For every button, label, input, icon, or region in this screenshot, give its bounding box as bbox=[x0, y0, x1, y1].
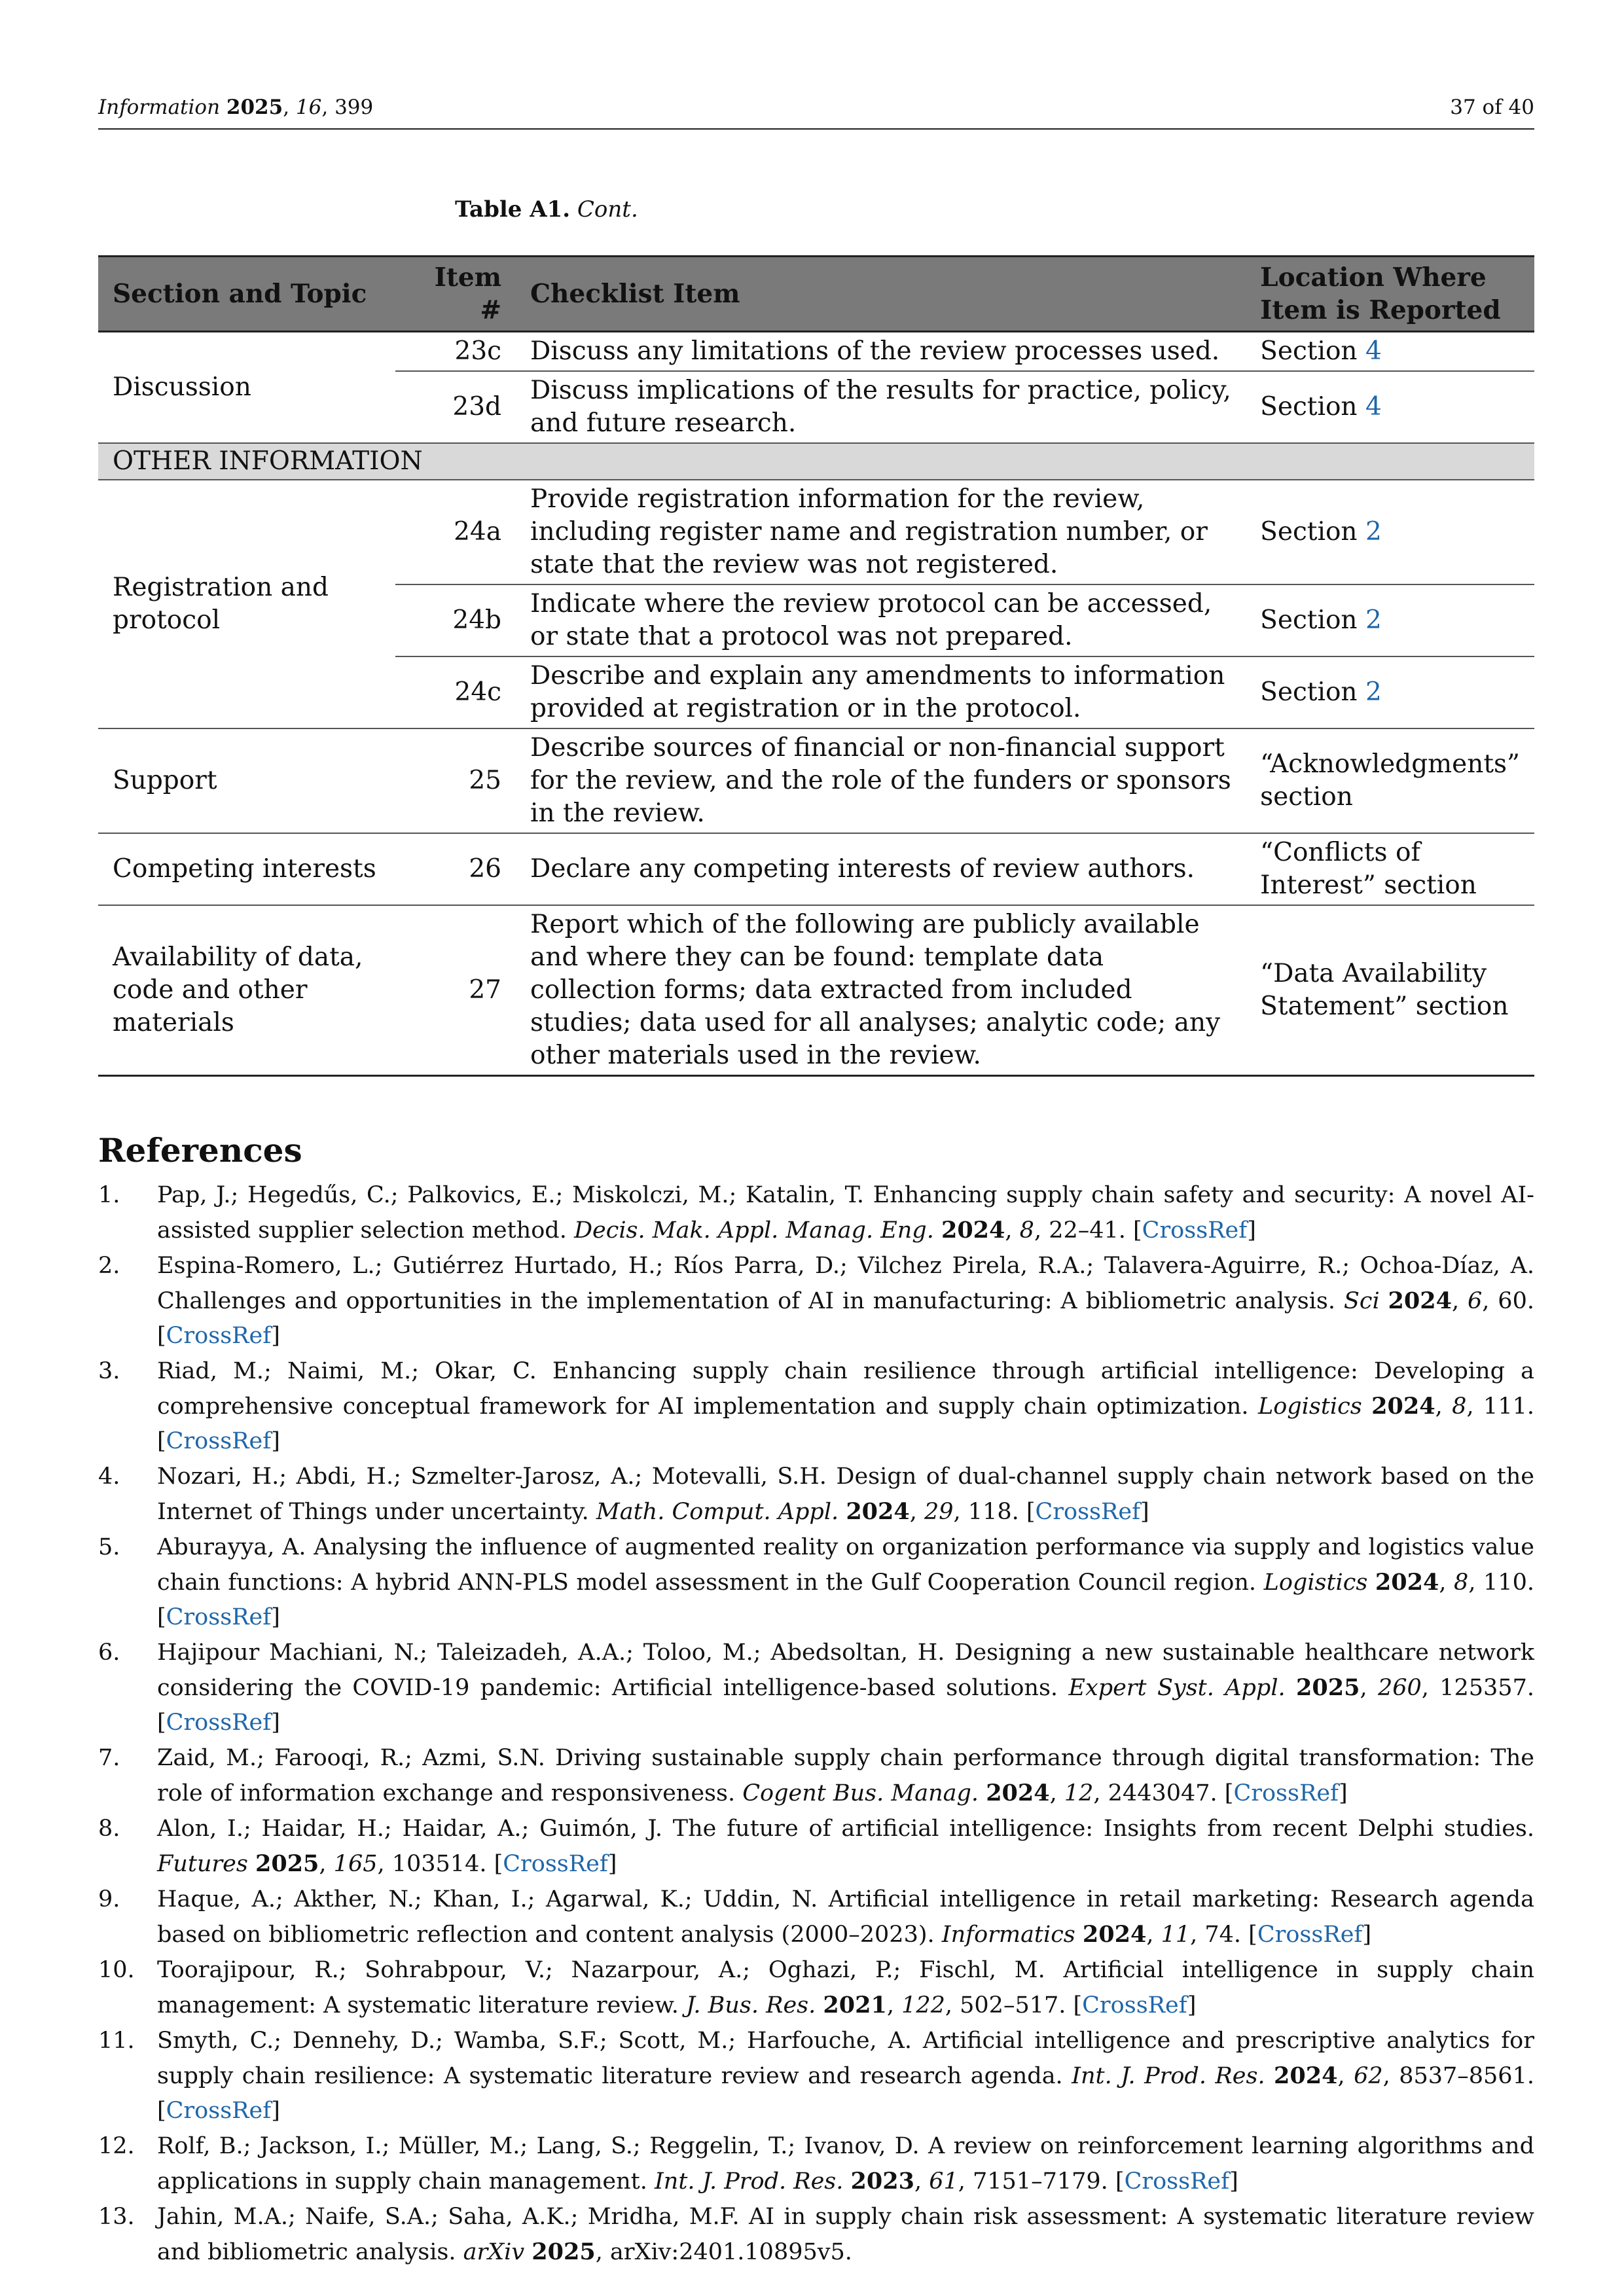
reference-number: 12. bbox=[98, 2133, 135, 2159]
table-row bbox=[98, 480, 1534, 584]
reference-volume: 11 bbox=[1161, 1922, 1191, 1948]
reference-number: 11. bbox=[98, 2028, 135, 2054]
reference-pages: , 74. [ bbox=[1190, 1922, 1257, 1948]
location-cell bbox=[1246, 480, 1534, 584]
section-link[interactable]: 4 bbox=[1365, 336, 1382, 366]
caption-cont: Cont. bbox=[577, 196, 638, 223]
reference-authors-title: Zaid, M.; Farooqi, R.; Azmi, S.N. Driving sustainable supply chain performance through digital transformation: The role of information exchange and responsiveness. bbox=[157, 1745, 1534, 1806]
crossref-link[interactable]: CrossRef bbox=[166, 1323, 272, 1349]
reference-volume: 8 bbox=[1454, 1570, 1469, 1596]
reference-journal: Expert Syst. Appl. bbox=[1068, 1675, 1286, 1701]
reference-bracket: ] bbox=[1229, 2168, 1238, 2195]
item-number: 23d bbox=[395, 371, 516, 443]
reference-pages: , 502–517. [ bbox=[945, 1992, 1083, 2018]
location-prefix: Section bbox=[1260, 517, 1358, 547]
reference-journal: Int. J. Prod. Res. bbox=[654, 2168, 844, 2195]
reference-volume: 165 bbox=[333, 1851, 378, 1877]
location-prefix: Section bbox=[1260, 677, 1358, 707]
reference-volume: 8 bbox=[1019, 1217, 1034, 1244]
reference-pages: , 125357. [ bbox=[157, 1675, 1534, 1736]
reference-number: 2. bbox=[98, 1253, 120, 1279]
table-row bbox=[98, 905, 1534, 1076]
reference-year: 2023 bbox=[850, 2168, 914, 2195]
reference-item bbox=[98, 2200, 1534, 2270]
location-cell: “Data Availability Statement” section bbox=[1246, 905, 1534, 1076]
reference-year: 2024 bbox=[1274, 2062, 1338, 2089]
reference-volume: 29 bbox=[924, 1499, 954, 1525]
reference-bracket: ] bbox=[271, 1710, 280, 1736]
section-discussion: Discussion bbox=[113, 372, 251, 402]
reference-pages: , 118. [ bbox=[953, 1499, 1036, 1525]
reference-volume: 62 bbox=[1354, 2063, 1383, 2089]
reference-bracket: ] bbox=[1362, 1922, 1372, 1948]
reference-pages: , 60. [ bbox=[157, 1288, 1534, 1349]
reference-pages: , 2443047. [ bbox=[1093, 1780, 1234, 1806]
location-prefix: Section bbox=[1260, 605, 1358, 635]
reference-year: 2024 bbox=[1082, 1921, 1147, 1948]
location-prefix: Section bbox=[1260, 336, 1358, 366]
reference-volume: 260 bbox=[1377, 1675, 1422, 1701]
reference-bracket: ] bbox=[271, 2098, 280, 2124]
reference-bracket: ] bbox=[607, 1851, 617, 1877]
checklist-text: Provide registration information for the review, including register name and registration number, or state that the review was not registered. bbox=[516, 480, 1246, 584]
header-item: Item # bbox=[395, 257, 516, 332]
reference-authors-title: Hajipour Machiani, N.; Taleizadeh, A.A.; Toloo, M.; Abedsoltan, H. Designing a new sustainable healthcare network considering the COVID-19 pandemic: Artificial intelligence-based solutions. bbox=[157, 1640, 1534, 1701]
reference-bracket: ] bbox=[271, 1428, 280, 1454]
other-information-band: OTHER INFORMATION bbox=[98, 443, 1534, 480]
reference-item: 5. Aburayya, A. Analysing the influence of augmented reality on organization performance via supply and logistics value chain functions: A hybrid ANN-PLS model assessment in the Gulf Cooperation Council region. Logistics 2024, 8, 110. [CrossRef] bbox=[98, 1530, 1534, 1635]
caption-label: Table A1. bbox=[455, 196, 571, 223]
reference-journal: Informatics bbox=[941, 1922, 1075, 1948]
reference-item: 4. Nozari, H.; Abdi, H.; Szmelter-Jarosz, A.; Motevalli, S.H. Design of dual-channel supply chain network based on the Internet of Things under uncertainty. Math. Comput. Appl. 2024, 29, 118. [CrossRef] bbox=[98, 1460, 1534, 1530]
reference-number: 6. bbox=[98, 1640, 120, 1666]
reference-authors-title: Alon, I.; Haidar, H.; Haidar, A.; Guimón, J. The future of artificial intelligence: Insights from recent Delphi studies. bbox=[157, 1816, 1534, 1842]
reference-year: 2025 bbox=[255, 1850, 319, 1877]
header-checklist: Checklist Item bbox=[516, 257, 1246, 332]
page-header bbox=[98, 96, 1534, 130]
reference-pages: , 111. [ bbox=[157, 1393, 1534, 1454]
reference-bracket: ] bbox=[271, 1604, 280, 1630]
reference-bracket: ] bbox=[1187, 1992, 1197, 2018]
crossref-link[interactable]: CrossRef bbox=[166, 1604, 272, 1630]
table-header-row bbox=[98, 257, 1534, 332]
reference-number: 4. bbox=[98, 1463, 120, 1490]
reference-journal: arXiv bbox=[463, 2239, 525, 2265]
reference-pages: , 8537–8561. [ bbox=[157, 2063, 1534, 2124]
reference-authors-title: Pap, J.; Hegedűs, C.; Palkovics, E.; Miskolczi, M.; Katalin, T. Enhancing supply chain safety and security: A novel AI-assisted supplier selection method. bbox=[157, 1182, 1534, 1244]
reference-journal: Int. J. Prod. Res. bbox=[1072, 2063, 1265, 2089]
crossref-link[interactable]: CrossRef bbox=[166, 2098, 272, 2124]
item-number: 25 bbox=[395, 728, 516, 833]
reference-pages: , 103514. [ bbox=[377, 1851, 503, 1877]
reference-volume: 8 bbox=[1452, 1393, 1467, 1420]
crossref-link[interactable]: CrossRef bbox=[1257, 1922, 1363, 1948]
reference-pages: , 22–41. [ bbox=[1034, 1217, 1142, 1244]
location-cell: “Acknowledgments” section bbox=[1246, 728, 1534, 833]
article-number: , 399 bbox=[321, 96, 374, 119]
reference-year: 2025 bbox=[1296, 1674, 1360, 1701]
item-number: 24b bbox=[395, 584, 516, 656]
journal-year: 2025 bbox=[226, 96, 283, 119]
header-location: Location Where Item is Reported bbox=[1246, 257, 1534, 332]
crossref-link[interactable]: CrossRef bbox=[1035, 1499, 1141, 1525]
reference-journal: Logistics bbox=[1257, 1393, 1362, 1420]
checklist-table bbox=[98, 255, 1534, 1077]
location-cell bbox=[1246, 584, 1534, 656]
reference-item: 9. Haque, A.; Akther, N.; Khan, I.; Agarwal, K.; Uddin, N. Artificial intelligence in retail marketing: Research agenda based on bibliometric reflection and content analysis (2000–2023). Informatics 2024, 11, 74. [CrossRef] bbox=[98, 1882, 1534, 1952]
reference-item: 7. Zaid, M.; Farooqi, R.; Azmi, S.N. Driving sustainable supply chain performance through digital transformation: The role of information exchange and responsiveness. Cogent Bus. Manag. 2024, 12, 2443047. [CrossRef] bbox=[98, 1741, 1534, 1811]
item-number: 27 bbox=[395, 905, 516, 1076]
reference-year: 2024 bbox=[1371, 1393, 1435, 1420]
checklist-text: Declare any competing interests of review authors. bbox=[516, 833, 1246, 905]
section-link[interactable]: 4 bbox=[1365, 392, 1382, 422]
reference-journal: Logistics bbox=[1263, 1570, 1368, 1596]
reference-item: 10. Toorajipour, R.; Sohrabpour, V.; Nazarpour, A.; Oghazi, P.; Fischl, M. Artificial intelligence in supply chain management: A systematic literature review. J. Bus. Res. 2021, 122, 502–517. [CrossRef] bbox=[98, 1953, 1534, 2023]
reference-volume: 61 bbox=[929, 2168, 958, 2195]
reference-authors-title: Espina-Romero, L.; Gutiérrez Hurtado, H.; Ríos Parra, D.; Vilchez Pirela, R.A.; Talavera-Aguirre, R.; Ochoa-Díaz, A. Challenges and opportunities in the implementation of AI in manufacturing: A bibliometric analysis. bbox=[157, 1253, 1534, 1314]
crossref-link[interactable]: CrossRef bbox=[1124, 2168, 1230, 2195]
table-row bbox=[98, 833, 1534, 905]
reference-journal: Futures bbox=[157, 1851, 248, 1877]
reference-year: 2024 bbox=[986, 1780, 1050, 1806]
table-row bbox=[98, 332, 1534, 372]
reference-authors-title: Jahin, M.A.; Naife, S.A.; Saha, A.K.; Mridha, M.F. AI in supply chain risk assessment: A systematic literature review and bibliometric analysis. bbox=[157, 2204, 1534, 2265]
checklist-text: Describe sources of financial or non-financial support for the review, and the role of the funders or sponsors in the review. bbox=[516, 728, 1246, 833]
reference-volume: 12 bbox=[1064, 1780, 1094, 1806]
reference-number: 5. bbox=[98, 1534, 120, 1560]
reference-number: 9. bbox=[98, 1886, 120, 1912]
reference-number: 1. bbox=[98, 1182, 120, 1208]
reference-item: 6. Hajipour Machiani, N.; Taleizadeh, A.A.; Toloo, M.; Abedsoltan, H. Designing a new sustainable healthcare network considering the COVID-19 pandemic: Artificial intelligence-based solutions. Expert Syst. Appl. 2025, 260, 125357. [CrossRef] bbox=[98, 1636, 1534, 1740]
location-cell bbox=[1246, 371, 1534, 443]
crossref-link[interactable]: CrossRef bbox=[166, 1710, 272, 1736]
checklist-text: Discuss implications of the results for practice, policy, and future research. bbox=[516, 371, 1246, 443]
table-caption bbox=[455, 196, 638, 223]
crossref-link[interactable]: CrossRef bbox=[1082, 1992, 1187, 2018]
references-list bbox=[98, 1178, 1534, 2270]
reference-item: 1. Pap, J.; Hegedűs, C.; Palkovics, E.; Miskolczi, M.; Katalin, T. Enhancing supply chain safety and security: A novel AI-assisted supplier selection method. Decis. Mak. Appl. Manag. Eng. 2024, 8, 22–41. [CrossRef] bbox=[98, 1178, 1534, 1248]
journal-volume: 16 bbox=[295, 96, 322, 119]
reference-volume: 6 bbox=[1468, 1288, 1483, 1314]
reference-authors-title: Toorajipour, R.; Sohrabpour, V.; Nazarpour, A.; Oghazi, P.; Fischl, M. Artificial intelligence in supply chain management: A systematic literature review. bbox=[157, 1957, 1534, 2018]
section-support: Support bbox=[98, 728, 395, 833]
reference-authors-title: Rolf, B.; Jackson, I.; Müller, M.; Lang, S.; Reggelin, T.; Ivanov, D. A review on reinforcement learning algorithms and applications in supply chain management. bbox=[157, 2133, 1534, 2195]
reference-journal: Cogent Bus. Manag. bbox=[742, 1780, 979, 1806]
checklist-text: Discuss any limitations of the review processes used. bbox=[530, 336, 1220, 366]
reference-item: 2. Espina-Romero, L.; Gutiérrez Hurtado, H.; Ríos Parra, D.; Vilchez Pirela, R.A.; Talavera-Aguirre, R.; Ochoa-Díaz, A. Challenges and opportunities in the implementation of AI in manufacturing: A bibliometric analysis. Sci 2024, 6, 60. [CrossRef] bbox=[98, 1249, 1534, 1354]
reference-bracket: ] bbox=[1339, 1780, 1348, 1806]
reference-journal: Sci bbox=[1343, 1288, 1380, 1314]
reference-journal: Math. Comput. Appl. bbox=[596, 1499, 839, 1525]
section-registration: Registration and protocol bbox=[98, 480, 395, 728]
references-heading: References bbox=[98, 1131, 302, 1170]
table-band-row bbox=[98, 443, 1534, 480]
checklist-text: Indicate where the review protocol can be accessed, or state that a protocol was not prepared. bbox=[516, 584, 1246, 656]
crossref-link[interactable]: CrossRef bbox=[1233, 1780, 1339, 1806]
reference-year: 2024 bbox=[941, 1217, 1005, 1244]
item-number: 24c bbox=[395, 656, 516, 728]
reference-authors-title: Haque, A.; Akther, N.; Khan, I.; Agarwal, K.; Uddin, N. Artificial intelligence in retail marketing: Research agenda based on bibliometric reflection and content analysis (2000–2023). bbox=[157, 1886, 1534, 1948]
reference-bracket: ] bbox=[1140, 1499, 1149, 1525]
reference-item: 12. Rolf, B.; Jackson, I.; Müller, M.; Lang, S.; Reggelin, T.; Ivanov, D. A review on reinforcement learning algorithms and applications in supply chain management. Int. J. Prod. Res. 2023, 61, 7151–7179. [CrossRef] bbox=[98, 2129, 1534, 2199]
reference-item: 11. Smyth, C.; Dennehy, D.; Wamba, S.F.; Scott, M.; Harfouche, A. Artificial intelligence and prescriptive analytics for supply chain resilience: A systematic literature review and research agenda. Int. J. Prod. Res. 2024, 62, 8537–8561. [CrossRef] bbox=[98, 2024, 1534, 2128]
section-competing: Competing interests bbox=[98, 833, 395, 905]
location-cell: “Conflicts of Interest” section bbox=[1246, 833, 1534, 905]
section-availability: Availability of data, code and other materials bbox=[98, 905, 395, 1076]
reference-year: 2024 bbox=[1375, 1569, 1439, 1596]
reference-authors-title: Nozari, H.; Abdi, H.; Szmelter-Jarosz, A.; Motevalli, S.H. Design of dual-channel supply chain network based on the Internet of Things under uncertainty. bbox=[157, 1463, 1534, 1525]
reference-number: 3. bbox=[98, 1358, 120, 1384]
reference-item: 8. Alon, I.; Haidar, H.; Haidar, A.; Guimón, J. The future of artificial intelligence: Insights from recent Delphi studies. Futures 2025, 165, 103514. [CrossRef] bbox=[98, 1812, 1534, 1882]
reference-authors-title: Riad, M.; Naimi, M.; Okar, C. Enhancing supply chain resilience through artificial intelligence: Developing a comprehensive conceptual framework for AI implementation and supply chain optimization. bbox=[157, 1358, 1534, 1420]
section-link[interactable]: 2 bbox=[1365, 677, 1382, 707]
reference-year: 2025 bbox=[532, 2238, 596, 2265]
item-number: 24a bbox=[395, 480, 516, 584]
journal-name: Information bbox=[98, 96, 221, 119]
location-cell bbox=[1246, 656, 1534, 728]
journal-citation: Information 2025, 16, 399 bbox=[98, 96, 374, 119]
reference-number: 8. bbox=[98, 1816, 120, 1842]
reference-number: 10. bbox=[98, 1957, 135, 1983]
section-link[interactable]: 2 bbox=[1365, 517, 1382, 547]
reference-year: 2024 bbox=[846, 1498, 910, 1525]
location-prefix: Section bbox=[1260, 392, 1358, 422]
reference-year: 2021 bbox=[823, 1992, 887, 2018]
reference-volume: 122 bbox=[901, 1992, 945, 2018]
item-number: 26 bbox=[395, 833, 516, 905]
table-row bbox=[98, 728, 1534, 833]
crossref-link[interactable]: CrossRef bbox=[1142, 1217, 1248, 1244]
reference-bracket: ] bbox=[1247, 1217, 1256, 1244]
reference-pages: , 110. [ bbox=[157, 1570, 1534, 1630]
crossref-link[interactable]: CrossRef bbox=[166, 1428, 272, 1454]
item-number: 23c bbox=[454, 336, 501, 366]
location-cell bbox=[1246, 332, 1534, 372]
page-number: 37 of 40 bbox=[1450, 96, 1534, 119]
checklist-text: Report which of the following are publicly available and where they can be found: template data collection forms; data extracted from included studies; data used for all analyses; analytic code; any other materials used in the review. bbox=[516, 905, 1246, 1076]
header-section: Section and Topic bbox=[98, 257, 395, 332]
checklist-text: Describe and explain any amendments to information provided at registration or in the protocol. bbox=[516, 656, 1246, 728]
reference-bracket: ] bbox=[271, 1323, 280, 1349]
reference-pages: , 7151–7179. [ bbox=[958, 2168, 1125, 2195]
reference-year: 2024 bbox=[1388, 1287, 1452, 1314]
reference-authors-title: Smyth, C.; Dennehy, D.; Wamba, S.F.; Scott, M.; Harfouche, A. Artificial intelligence and prescriptive analytics for supply chain resilience: A systematic literature review and research agenda. bbox=[157, 2028, 1534, 2089]
reference-item: 3. Riad, M.; Naimi, M.; Okar, C. Enhancing supply chain resilience through artificial intelligence: Developing a comprehensive conceptual framework for AI implementation and supply chain optimization. Logistics 2024, 8, 111. [CrossRef] bbox=[98, 1354, 1534, 1459]
section-link[interactable]: 2 bbox=[1365, 605, 1382, 635]
reference-journal: Decis. Mak. Appl. Manag. Eng. bbox=[573, 1217, 934, 1244]
reference-number: 7. bbox=[98, 1745, 120, 1771]
reference-authors-title: Aburayya, A. Analysing the influence of augmented reality on organization performance via supply and logistics value chain functions: A hybrid ANN-PLS model assessment in the Gulf Cooperation Council region. bbox=[157, 1534, 1534, 1596]
reference-pages: , arXiv:2401.10895v5. bbox=[595, 2239, 852, 2265]
crossref-link[interactable]: CrossRef bbox=[503, 1851, 608, 1877]
reference-number: 13. bbox=[98, 2204, 135, 2230]
reference-journal: J. Bus. Res. bbox=[686, 1992, 816, 2018]
